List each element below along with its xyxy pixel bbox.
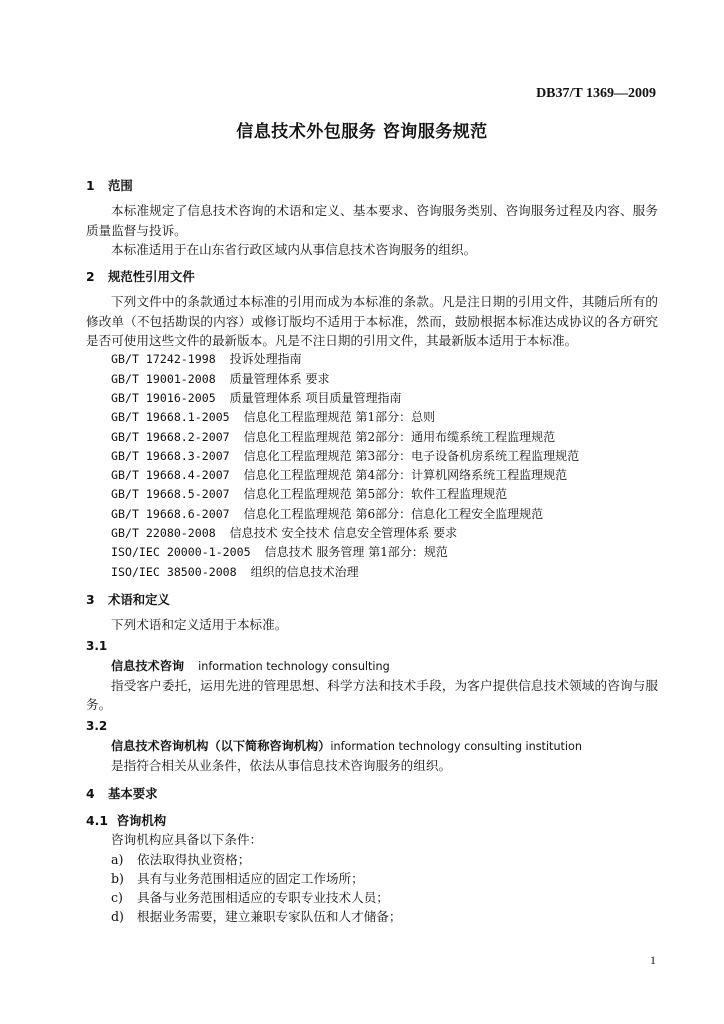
section-title: 规范性引用文件: [108, 269, 195, 285]
term-definition: 指受客户委托，运用先进的管理思想、科学方法和技术手段，为客户提供信息技术领域的咨询与服务。: [86, 678, 658, 713]
section-number: 3: [86, 591, 95, 607]
reference-item: [86, 543, 658, 562]
term-english: information technology consulting: [198, 659, 390, 673]
section-heading-terms: [86, 590, 658, 609]
reference-title: 信息化工程监理规范 第2部分：通用布缆系统工程监理规范: [243, 429, 556, 444]
section-heading-basic-requirements: [86, 784, 658, 803]
paragraph: 本标准适用于在山东省行政区域内从事信息技术咨询服务的组织。: [111, 241, 477, 257]
reference-title: 投诉处理指南: [229, 352, 302, 367]
term-number: 3.2: [86, 718, 108, 733]
reference-code: GB/T 19668.3-2007: [111, 448, 230, 463]
reference-item: [86, 428, 658, 447]
term-english: information technology consulting institution: [330, 740, 582, 754]
reference-title: 组织的信息技术治理: [250, 564, 359, 579]
paragraph: 下列术语和定义适用于本标准。: [111, 617, 288, 633]
paragraph: 本标准规定了信息技术咨询的术语和定义、基本要求、咨询服务类别、咨询服务过程及内容、服务质量监督与投诉。: [86, 203, 658, 238]
reference-code: GB/T 19668.5-2007: [111, 487, 230, 502]
section-title: 基本要求: [108, 785, 158, 801]
reference-title: 质量管理体系 项目质量管理指南: [229, 390, 402, 405]
list-item: [86, 850, 658, 869]
reference-code: GB/T 17242-1998: [111, 352, 216, 367]
list-text: 依法取得执业资格；: [137, 851, 251, 867]
reference-item: [86, 524, 658, 543]
reference-item: [86, 505, 658, 524]
section-number: 4: [86, 785, 95, 801]
reference-item: [86, 447, 658, 466]
section-number: 2: [86, 269, 95, 285]
list-item: [86, 907, 658, 926]
reference-code: GB/T 19001-2008: [111, 371, 216, 386]
reference-item: [86, 389, 658, 408]
document-body: [86, 176, 658, 927]
reference-code: ISO/IEC 38500-2008: [111, 564, 237, 579]
reference-code: GB/T 19668.2-2007: [111, 429, 230, 444]
list-marker: d): [111, 909, 124, 925]
section-number: 1: [86, 178, 95, 193]
reference-title: 信息技术 安全技术 信息安全管理体系 要求: [229, 526, 458, 541]
list-marker: a): [111, 851, 124, 867]
document-title: 信息技术外包服务 咨询服务规范: [236, 122, 488, 142]
document-number: DB37/T 1369—2009: [536, 86, 656, 101]
subsection-heading-consulting-institution: [86, 811, 658, 830]
list-item: [86, 888, 658, 907]
reference-code: GB/T 19668.6-2007: [111, 506, 230, 521]
reference-title: 信息化工程监理规范 第1部分：总则: [243, 410, 436, 425]
paragraph: 咨询机构应具备以下条件：: [111, 832, 263, 848]
reference-item: [86, 466, 658, 485]
list-text: 具备与业务范围相适应的专职专业技术人员；: [137, 890, 389, 906]
reference-title: 信息化工程监理规范 第4部分：计算机网络系统工程监理规范: [243, 468, 568, 483]
list-text: 具有与业务范围相适应的固定工作场所；: [137, 870, 364, 886]
reference-title: 信息化工程监理规范 第5部分：软件工程监理规范: [243, 487, 508, 502]
term-chinese: 信息技术咨询机构（以下简称咨询机构）: [111, 739, 331, 754]
section-title: 范围: [108, 178, 133, 193]
reference-item: [86, 408, 658, 427]
list-text: 根据业务需要，建立兼职专家队伍和人才储备；: [137, 909, 402, 925]
list-marker: c): [111, 890, 123, 906]
requirement-list: [86, 850, 658, 927]
section-heading-normative-references: [86, 267, 658, 286]
section-title: 术语和定义: [108, 591, 170, 607]
list-marker: b): [111, 870, 124, 886]
reference-list: [86, 350, 658, 582]
reference-code: ISO/IEC 20000-1-2005: [111, 545, 251, 560]
reference-item: [86, 350, 658, 369]
reference-item: [86, 370, 658, 389]
section-heading-scope: [86, 176, 658, 195]
term-entry: [86, 656, 658, 676]
list-item: [86, 869, 658, 888]
term-chinese: 信息技术咨询: [111, 658, 185, 673]
reference-code: GB/T 19668.4-2007: [111, 468, 230, 483]
reference-item: [86, 563, 658, 582]
paragraph: 下列文件中的条款通过本标准的引用而成为本标准的条款。凡是注日期的引用文件，其随后所有的修改单（不包括勘误的内容）或修订版均不适用于本标准，然而，鼓励根据本标准达成协议的各方研究是否可使用这些文件的最新版本。凡是不注日期的引用文件，其最新版本适用于本标准。: [86, 294, 658, 349]
reference-code: GB/T 22080-2008: [111, 526, 216, 541]
reference-title: 信息化工程监理规范 第6部分：信息化工程安全监理规范: [243, 506, 544, 521]
page-number: 1: [650, 953, 656, 967]
subsection-title: 咨询机构: [116, 812, 167, 828]
reference-code: GB/T 19668.1-2005: [111, 410, 230, 425]
reference-item: [86, 485, 658, 504]
reference-title: 信息技术 服务管理 第1部分：规范: [264, 545, 448, 560]
term-entry: [86, 736, 658, 756]
reference-title: 质量管理体系 要求: [229, 371, 330, 386]
reference-title: 信息化工程监理规范 第3部分：电子设备机房系统工程监理规范: [243, 448, 580, 463]
term-number: 3.1: [86, 638, 108, 653]
term-definition: 是指符合相关从业条件，依法从事信息技术咨询服务的组织。: [111, 758, 452, 774]
reference-code: GB/T 19016-2005: [111, 390, 216, 405]
subsection-number: 4.1: [86, 812, 108, 828]
